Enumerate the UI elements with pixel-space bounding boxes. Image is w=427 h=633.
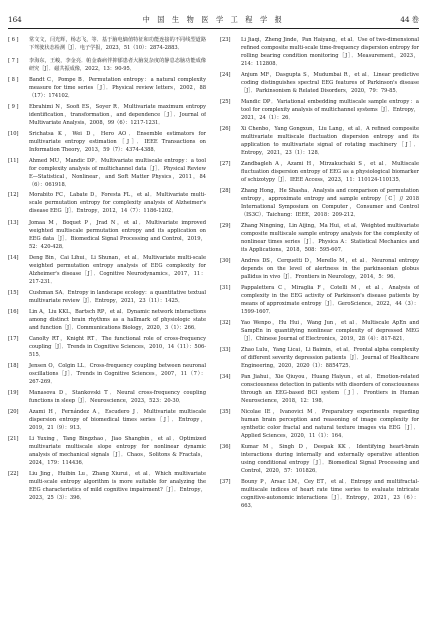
reference-number: [34] — [220, 373, 231, 380]
reference-item — [8, 157, 206, 189]
reference-number: [27] — [220, 160, 231, 167]
reference-column-left — [8, 36, 206, 627]
reference-text: Yao Wenpo，Hu Hui，Wang Jun，et al．Multiscale ApEn and SampEn in quantifying nonlinear complexity of depressed MEG［J］．Chinese Journal of Electronics，2019，28（4）：817-821． — [241, 319, 419, 342]
reference-number: [ 6 ] — [8, 37, 19, 43]
reference-number: [35] — [220, 408, 231, 415]
reference-number: [29] — [220, 222, 231, 229]
reference-number: [30] — [220, 257, 231, 264]
reference-text: Liu Jing，Huibin Lu，Zhang Xiurui，et al．Which multivariate multi-scale entropy algorithm is more suitable for analyzing the EEG characteristics of mild cognitive impairment?［J］．Entropy，2023，25（3）：396． — [29, 471, 206, 502]
reference-text: 李海东，王峻，李金亮．帕金森病伴抑郁患者大脑复杂度的静息态脑功能成像研究［J］．磁共振成像，2022，13：90-95． — [29, 57, 206, 72]
reference-number: [24] — [220, 72, 231, 79]
reference-item — [220, 319, 419, 343]
reference-text: Bandt C，Pompe B．Permutation entropy：a natural complexity measure for time series［J］．Physical review letters，2002，88（17）：174102． — [29, 76, 206, 99]
reference-number: [17] — [8, 336, 19, 343]
reference-item — [8, 470, 206, 502]
reference-number: [15] — [8, 289, 19, 296]
reference-item — [8, 289, 206, 305]
reference-text: Morabito FC，Labate D，Foresta FL，et al．Multivariate multi-scale permutation entropy for complexity analysis of Alzheimer's disease EEG［J］．Entropy，2012，14（7）：1186-1202． — [29, 192, 206, 215]
reference-item — [220, 257, 419, 281]
reference-number: [14] — [8, 255, 19, 262]
reference-number: [25] — [220, 98, 231, 105]
reference-text: Zhang Ningning，Lin Aijing，Ma Hui，et al．Weighted multivariate composite multiscale sample entropy analysis for the complexity of nonlinear times series［J］．Physica A：Statistical Mechanics and its Applications，2018，508：595-607． — [241, 222, 419, 253]
reference-text: Deng Bin，Cai Lihui，Li Shunan，et al．Multivariate multi-scale weighted permutation entropy analysis of EEG complexity for Alzheimer's disease［J］．Cognitive Neurodynamics，2017，11：217-231． — [29, 255, 206, 286]
reference-text: Srichatsa K，Wei D，Hero AO．Ensemble estimators for multivariate entropy estimation［J］．IEEE Transactions on Information Theory，2013，59（7）：4374-4388． — [29, 130, 206, 153]
reference-number: [26] — [220, 125, 231, 132]
reference-text: Andres DS，Cerquetti D，Merello M，et al．Neuronal entropy depends on the level of alertness in the parkinsonian globus pallidus in vivo［J］．Frontiers in Neurology，2014，5：96． — [241, 257, 419, 280]
reference-item — [220, 71, 419, 95]
reference-item — [8, 408, 206, 432]
reference-item — [8, 191, 206, 215]
reference-item — [220, 160, 419, 184]
reference-text: Anjum MF，Dasgupta S，Mudumbai R，et al．Linear predictive coding distinguishes spectral EEG features of Parkinson's disease［J］．Parkinsonism & Related Disorders，2020，79：79-85． — [241, 72, 419, 95]
reference-text: Zhao Lulu，Yang Licai，Li Baimin，et al．Frontal alpha complexity of different severity depression patients［J］．Journal of Healthcare Engineering，2020，2020（1）：8854725． — [241, 346, 419, 369]
reference-item — [8, 335, 206, 359]
reference-item — [220, 187, 419, 219]
reference-item — [8, 389, 206, 405]
reference-item — [8, 254, 206, 286]
journal-title: 中 国 生 物 医 学 工 程 学 报 — [142, 15, 285, 24]
reference-number: [28] — [220, 187, 231, 194]
reference-item — [220, 284, 419, 316]
reference-item — [220, 478, 419, 510]
reference-text: Manasova D，Stankovski T．Neural cross-frequency coupling functions in sleep［J］．Neuroscience，2023，523：20-30． — [29, 390, 206, 405]
reference-item — [8, 76, 206, 100]
reference-item — [8, 219, 206, 251]
reference-number: [32] — [220, 319, 231, 326]
reference-number: [20] — [8, 409, 19, 416]
reference-number: [36] — [220, 443, 231, 450]
page-number: 164 — [8, 15, 22, 24]
reference-text: Ahmed MU，Mandic DP．Multivariate multiscale entropy：a tool for complexity analysis of multichannel data［J］．Physical Review E—Statistical，Nonlinear，and Soft Matter Physics，2011，84（6）：061918． — [29, 157, 206, 188]
reference-item — [220, 98, 419, 122]
reference-text: Jomaa M，Boquet P，Jrad N，et al．Multivariate improved weighted multiscale permutation entropy and its application on EEG data［J］．Biomedical Signal Processing and Control，2019，52：420-428． — [29, 219, 206, 250]
reference-item — [8, 308, 206, 332]
reference-text: Bouny P，Arsac LM，Cey ET，et al．Entropy and multifractal-multiscale indices of heart rate time series to evaluate intricate cognitive-autonomic interactions［J］．Entropy，2021，23（6）：663． — [241, 478, 419, 509]
reference-text: Cushman SA．Entropy in landscape ecology：a quantitative textual multivariate review［J］．Entropy，2021，23（11）：1425． — [29, 289, 206, 304]
reference-text: Azami H，Fernández A，Escudero J．Multivariate multiscale dispersion entropy of biomedical times series［J］．Entropy，2019，21（9）：913． — [29, 409, 206, 432]
reference-text: Jensen O，Colgin LL．Cross-frequency coupling between neuronal oscillations［J］．Trends in Cognitive Sciences，2007，11（7）：267-269． — [29, 363, 206, 386]
reference-number: [12] — [8, 192, 19, 199]
reference-text: Ebrahimi N，Soofi ES，Soyer R．Multivariate maximum entropy identification，transformation，and dependence［J］．Journal of Multivariate Analysis，2008，99（6）：1217-1231． — [29, 103, 206, 126]
reference-text: Li Yuxing，Tang Bingzhao，Jiao Shangbin，et al．Optimized multivariate multiscale slope entropy for nonlinear dynamic analysis of mechanical signals［J］．Chaos，Solitons & Fractals，2024，179：114436． — [29, 436, 206, 467]
reference-item — [220, 373, 419, 405]
reference-number: [33] — [220, 346, 231, 353]
reference-number: [19] — [8, 390, 19, 397]
reference-text: Zandbagleh A，Azami H，Mirzakuchaki S，et al．Multiscale fluctuation dispersion entropy of EEG as a physiological biomarker of schizotypy［J］．IEEE Access，2023，11：110124-110135． — [241, 160, 419, 183]
reference-number: [11] — [8, 157, 19, 164]
reference-text: Li Jiaqi，Zheng Jinde，Pan Haiyang，et al．Use of two-dimensional refined composite multi-scale time-frequency dispersion entropy for rolling bearing condition monitoring［J］．Measurement，2023，214：112808． — [241, 37, 419, 67]
volume-label: 44 卷 — [400, 15, 419, 24]
reference-item — [8, 130, 206, 154]
reference-text: Pappalettera C，Miraglia F，Cotelli M，et al．Analysis of complexity in the EEG activity of Parkinson's disease patients by means of approximate entropy［J］．GeroScience，2022，44（3）：1599-1607． — [241, 284, 419, 315]
reference-item — [8, 435, 206, 467]
reference-text: Mandic DP．Variational embedding multiscale sample entropy：a tool for complexity analysis of multichannel systems［J］．Entropy，2021，24（1）：26． — [241, 98, 419, 121]
reference-text: Canolty RT，Knight RT．The functional role of cross-frequency coupling［J］．Trends in Cognitive Sciences，2010，14（11）：506-515． — [29, 336, 206, 359]
reference-text: Zhang Hong，He Shasha．Analysis and comparison of permutation entropy，approximate entropy and sample entropy［C］// 2018 International Symposium on Computer，Consumer and Control（IS3C）．Taichung：IEEE，2018：209-212． — [241, 187, 419, 218]
reference-text: Lin A，Liu KKL，Bartsch RP，et al．Dynamic network interactions among distinct brain rhythms as a hallmark of physiologic state and function［J］．Communications Biology，2020，3（1）：266． — [29, 309, 206, 332]
reference-number: [ 7 ] — [8, 57, 19, 64]
reference-number: [22] — [8, 471, 19, 478]
reference-number: [ 8 ] — [8, 76, 19, 83]
reference-number: [ 9 ] — [8, 103, 19, 110]
reference-number: [21] — [8, 436, 19, 443]
reference-column-right — [220, 36, 419, 627]
reference-text: Pan Jiahui，Xie Qiuyou，Huang Haiyun，et al．Emotion-related consciousness detection in patients with disorders of consciousness through an EEG-based BCI system［J］．Frontiers in Human Neuroscience，2018，12：198． — [241, 373, 419, 404]
reference-number: [16] — [8, 309, 19, 316]
running-header — [8, 15, 419, 25]
reference-item — [220, 222, 419, 254]
reference-item — [220, 346, 419, 370]
reference-number: [18] — [8, 363, 19, 370]
reference-text: 常文文，闫光辉，杨志飞，等．基于脑电熵值特征和功能连接的不同线型道路下驾驶状态检测［J］．电子学报，2023，51（10）：2874-2883． — [29, 37, 206, 51]
reference-item — [220, 443, 419, 475]
reference-item — [8, 36, 206, 52]
header-rule — [8, 28, 419, 29]
reference-number: [37] — [220, 478, 231, 485]
reference-text: Nicolae IE，Ivanovici M．Preparatory experiments regarding human brain perception and reasoning of image complexity for synthetic color fractal and natural texture images via EEG［J］．Applied Sciences，2020，11（1）：164． — [241, 408, 419, 439]
reference-item — [8, 103, 206, 127]
reference-item — [220, 125, 419, 157]
reference-text: Xi Chenbo，Yang Gongxun，Liu Lang，et al．A refined composite multivariate multiscale fluctuation dispersion entropy and its application to multivariate signal of rotating machinery［J］．Entropy，2021，23（1）：128． — [241, 125, 419, 156]
reference-item — [220, 408, 419, 440]
reference-number: [23] — [220, 37, 231, 43]
reference-number: [31] — [220, 284, 231, 291]
reference-item — [8, 362, 206, 386]
reference-item — [8, 57, 206, 73]
reference-number: [13] — [8, 219, 19, 226]
reference-text: Kumar M，Singh D，Deepak KK．Identifying heart-brain interactions during internally and externally operative attention using conditional entropy［J］．Biomedical Signal Processing and Control，2020，57：101826． — [241, 443, 419, 474]
reference-number: [10] — [8, 130, 19, 137]
reference-item — [220, 36, 419, 68]
